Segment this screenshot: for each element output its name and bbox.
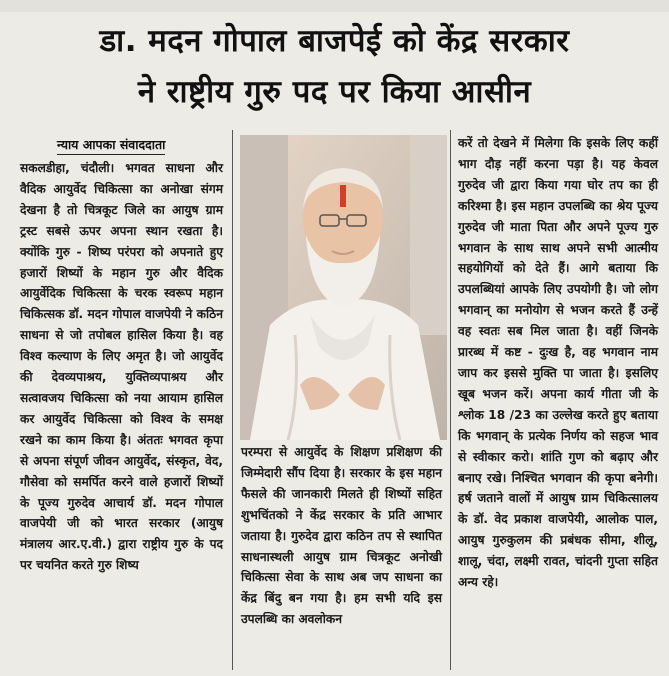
article-paragraph: परम्परा से आयुर्वेद के शिक्षण प्रशिक्षण की जिम्मेदारी सौंप दिया है। सरकार के इस महान फैसले की जानकारी मिलते ही शिष्यों सहित शुभचिंतको ने केंद्र सरकार के प्रति आभार जताया है। गुरुदेव द्वारा कठिन तप से स्थापित साधनास्थली आयुष ग्राम चित्रकूट अनोखी चिकित्सा सेवा के साथ अब जप साधना का केंद्र बिंदु बन गया है। हम सभी यदि इस उपलब्धि का अवलोकन: [241, 445, 442, 627]
article-column-1: [20, 158, 223, 576]
article-paragraph: सकलडीहा, चंदौली। भगवत साधना और वैदिक आयुर्वेद चिकित्सा का अनोखा संगम देखना है तो चित्रकूट जिले का आयुष ग्राम ट्रस्ट सबसे ऊपर अपना स्थान रखता है। क्योंकि गुरु - शिष्य परंपरा को अपनाते हुए हजारों शिष्यों के महान गुरु और वैदिक आयुर्वेदिक चिकित्सा के चरक स्वरूप महान चिकित्सक डॉ. मदन गोपाल वाजपेयी ने कठिन साधना से जो तपोबल हासिल किया है। वह विश्व कल्याण के लिए अमृत है। जो आयुर्वेद की देवव्यपाश्रय, युक्तिव्यपाश्रय और सत्वावजय चिकित्सा को नया आयाम हासिल कर आयुर्वेद चिकित्सा को विश्व के समक्ष रखने का काम किया है। अंततः भगवत कृपा से अपना संपूर्ण जीवन आयुर्वेद, संस्कृत, वेद, गौसेवा को समर्पित करने वाले हजारों शिष्यों के पूज्य गुरुदेव आचार्य डॉ. मदन गोपाल वाजपेयी जी को भारत सरकार (आयुष मंत्रालय आर.ए.वी.) द्वारा राष्ट्रीय गुरु के पद पर चयनित करते गुरु शिष्य: [20, 161, 223, 573]
headline-line-1: डा. मदन गोपाल बाजपेई को केंद्र सरकार: [99, 23, 570, 59]
headline: [0, 16, 669, 118]
byline: न्याय आपका संवाददाता: [57, 136, 165, 155]
column-divider: [232, 130, 233, 670]
article-paragraph: करें तो देखने में मिलेगा कि इसके लिए कहीं भाग दौड़ नहीं करना पड़ा है। यह केवल गुरुदेव जी द्वारा किया गया घोर तप का ही करिश्मा है। इस महान उपलब्धि का श्रेय पूज्य गुरुदेव जी माता पिता और अपने पूज्य गुरु भगवान के साथ साथ अपने सभी आत्मीय सहयोगियों को देते हैं। आगे बताया कि उपलब्धियां आपके लिए उपयोगी है। जो लोग भगवान् का मनोयोग से भजन करते हैं उन्हें वह स्वतः सब मिल जाता है। वहीं जिनके प्रारब्ध में कष्ट - दुःख है, वह भगवान नाम जाप कर इससे मुक्ति पा जाता है। इसलिए खूब भजन करें। अपना कार्य गीता जी के श्लोक 18 /23 का उल्लेख करते हुए बताया कि भगवान् के प्रत्येक निर्णय को सहज भाव से स्वीकार करो। शांति गुण को बढ़ाए और बनाए रखे। निश्चित भगवान की कृपा बनेगी। हर्ष जताने वालों में आयुष ग्राम चिकित्सालय के डॉ. वेद प्रकाश वाजपेयी, आलोक पाल, आयुष गुरुकुलम की प्रबंधक सीमा, शीलू, शालू, चंदा, लक्ष्मी रावत, चांदनी गुप्ता सहित अन्य रहे।: [458, 136, 658, 590]
column-divider: [450, 130, 451, 670]
guru-portrait-image: [240, 135, 447, 440]
guru-photo: [240, 135, 447, 440]
article-column-2: [241, 442, 442, 630]
headline-line-2: ने राष्ट्रीय गुरु पद पर किया आसीन: [137, 74, 532, 110]
previous-article-strip: [0, 0, 669, 12]
article-column-3: [458, 133, 658, 593]
